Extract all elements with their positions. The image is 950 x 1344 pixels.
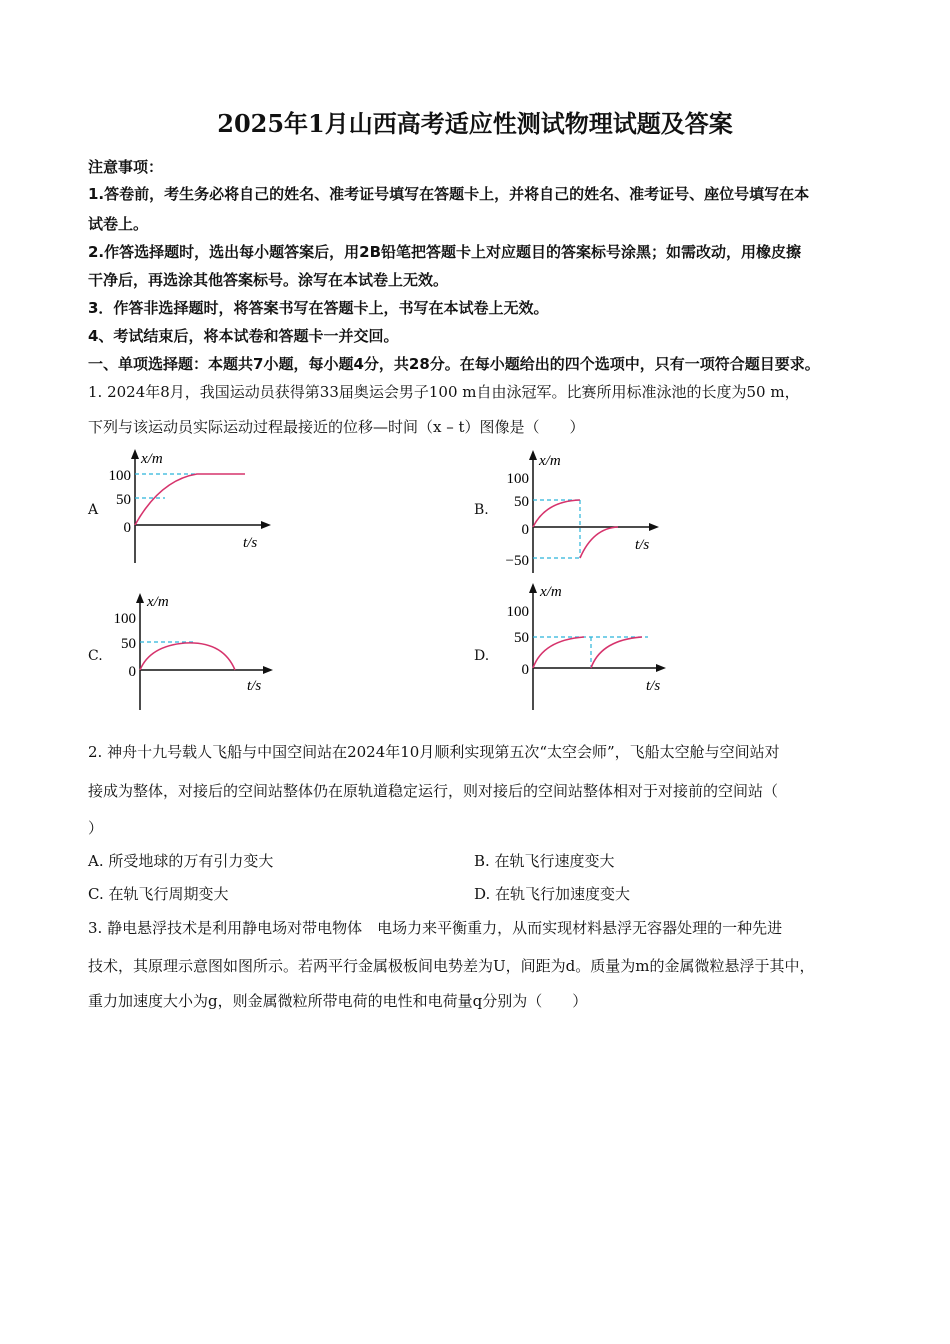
q1-line-1: 1. 2024年8月，我国运动员获得第33届奥运会男子100 m自由泳冠军。比赛所用标准泳池的长度为50 m， bbox=[88, 383, 800, 401]
graph-a bbox=[105, 445, 275, 570]
tick-label: 100 bbox=[108, 468, 131, 484]
q3-line-1: 3. 静电悬浮技术是利用静电场对带电物体 电场力来平衡重力，从而实现材料悬浮无容器处理的一种先进 bbox=[88, 919, 783, 937]
option-b-label: B. bbox=[474, 502, 489, 518]
q3-line-3: 重力加速度大小为g，则金属微粒所带电荷的电性和电荷量q分别为（ ） bbox=[88, 992, 588, 1010]
notice-item-4: 4、考试结束后，将本试卷和答题卡一并交回。 bbox=[88, 327, 399, 345]
graph-c bbox=[105, 588, 280, 713]
tick-label: 100 bbox=[113, 611, 136, 627]
option-a-label: A bbox=[88, 502, 99, 518]
tick-label: 0 bbox=[521, 662, 529, 678]
x-axis-label: t/s bbox=[635, 537, 650, 553]
q2-line-2: 接成为整体，对接后的空间站整体仍在原轨道稳定运行，则对接后的空间站整体相对于对接前的空间站（ bbox=[88, 782, 779, 800]
q1-line-2: 下列与该运动员实际运动过程最接近的位移—时间（x – t）图像是（ ） bbox=[88, 418, 585, 436]
q2-line-3: ） bbox=[88, 819, 104, 837]
q2-option-d: D. 在轨飞行加速度变大 bbox=[474, 885, 631, 903]
tick-label: 100 bbox=[506, 471, 529, 487]
tick-label: 0 bbox=[521, 522, 529, 538]
notice-item-1: 1.答卷前，考生务必将自己的姓名、准考证号填写在答题卡上，并将自己的姓名、准考证号、座位号填写在本 bbox=[88, 185, 810, 203]
q3-line-2: 技术，其原理示意图如图所示。若两平行金属极板间电势差为U，间距为d。质量为m的金属微粒悬浮于其中， bbox=[88, 957, 815, 975]
tick-label: −50 bbox=[505, 553, 529, 569]
page-title: 2025年1月山西高考适应性测试物理试题及答案 bbox=[217, 109, 733, 138]
option-c-label: C. bbox=[88, 648, 103, 664]
tick-label: 50 bbox=[116, 492, 131, 508]
x-axis-label: t/s bbox=[247, 678, 262, 694]
tick-label: 50 bbox=[121, 636, 136, 652]
y-axis-label: x/m bbox=[539, 453, 561, 469]
q2-line-1: 2. 神舟十九号载人飞船与中国空间站在2024年10月顺利实现第五次“太空会师”，飞船太空舱与空间站对 bbox=[88, 743, 780, 761]
x-axis-label: t/s bbox=[243, 535, 258, 551]
y-axis-label: x/m bbox=[540, 584, 562, 600]
notice-item-2-cont: 干净后，再选涂其他答案标号。涂写在本试卷上无效。 bbox=[88, 271, 449, 289]
y-axis-label: x/m bbox=[141, 451, 163, 467]
y-axis-label: x/m bbox=[147, 594, 169, 610]
tick-label: 0 bbox=[128, 664, 136, 680]
tick-label: 50 bbox=[514, 630, 529, 646]
curve-a bbox=[135, 474, 245, 525]
notice-item-3: 3．作答非选择题时，将答案书写在答题卡上，书写在本试卷上无效。 bbox=[88, 299, 549, 317]
x-axis-label: t/s bbox=[646, 678, 661, 694]
graph-d bbox=[498, 578, 673, 713]
notice-item-1-cont: 试卷上。 bbox=[88, 215, 149, 233]
q2-option-c: C. 在轨飞行周期变大 bbox=[88, 885, 229, 903]
tick-label: 50 bbox=[514, 494, 529, 510]
option-d-label: D. bbox=[474, 648, 490, 664]
tick-label: 100 bbox=[506, 604, 529, 620]
q2-option-b: B. 在轨飞行速度变大 bbox=[474, 852, 615, 870]
tick-label: 0 bbox=[123, 520, 131, 536]
q2-option-a: A. 所受地球的万有引力变大 bbox=[88, 852, 274, 870]
notice-heading: 注意事项： bbox=[88, 158, 164, 176]
graph-b bbox=[498, 445, 668, 575]
section-heading: 一、单项选择题：本题共7小题，每小题4分，共28分。在每小题给出的四个选项中，只有一项符合题目要求。 bbox=[88, 355, 820, 373]
notice-item-2: 2.作答选择题时，选出每小题答案后，用2B铅笔把答题卡上对应题目的答案标号涂黑；如需改动，用橡皮擦 bbox=[88, 243, 802, 261]
